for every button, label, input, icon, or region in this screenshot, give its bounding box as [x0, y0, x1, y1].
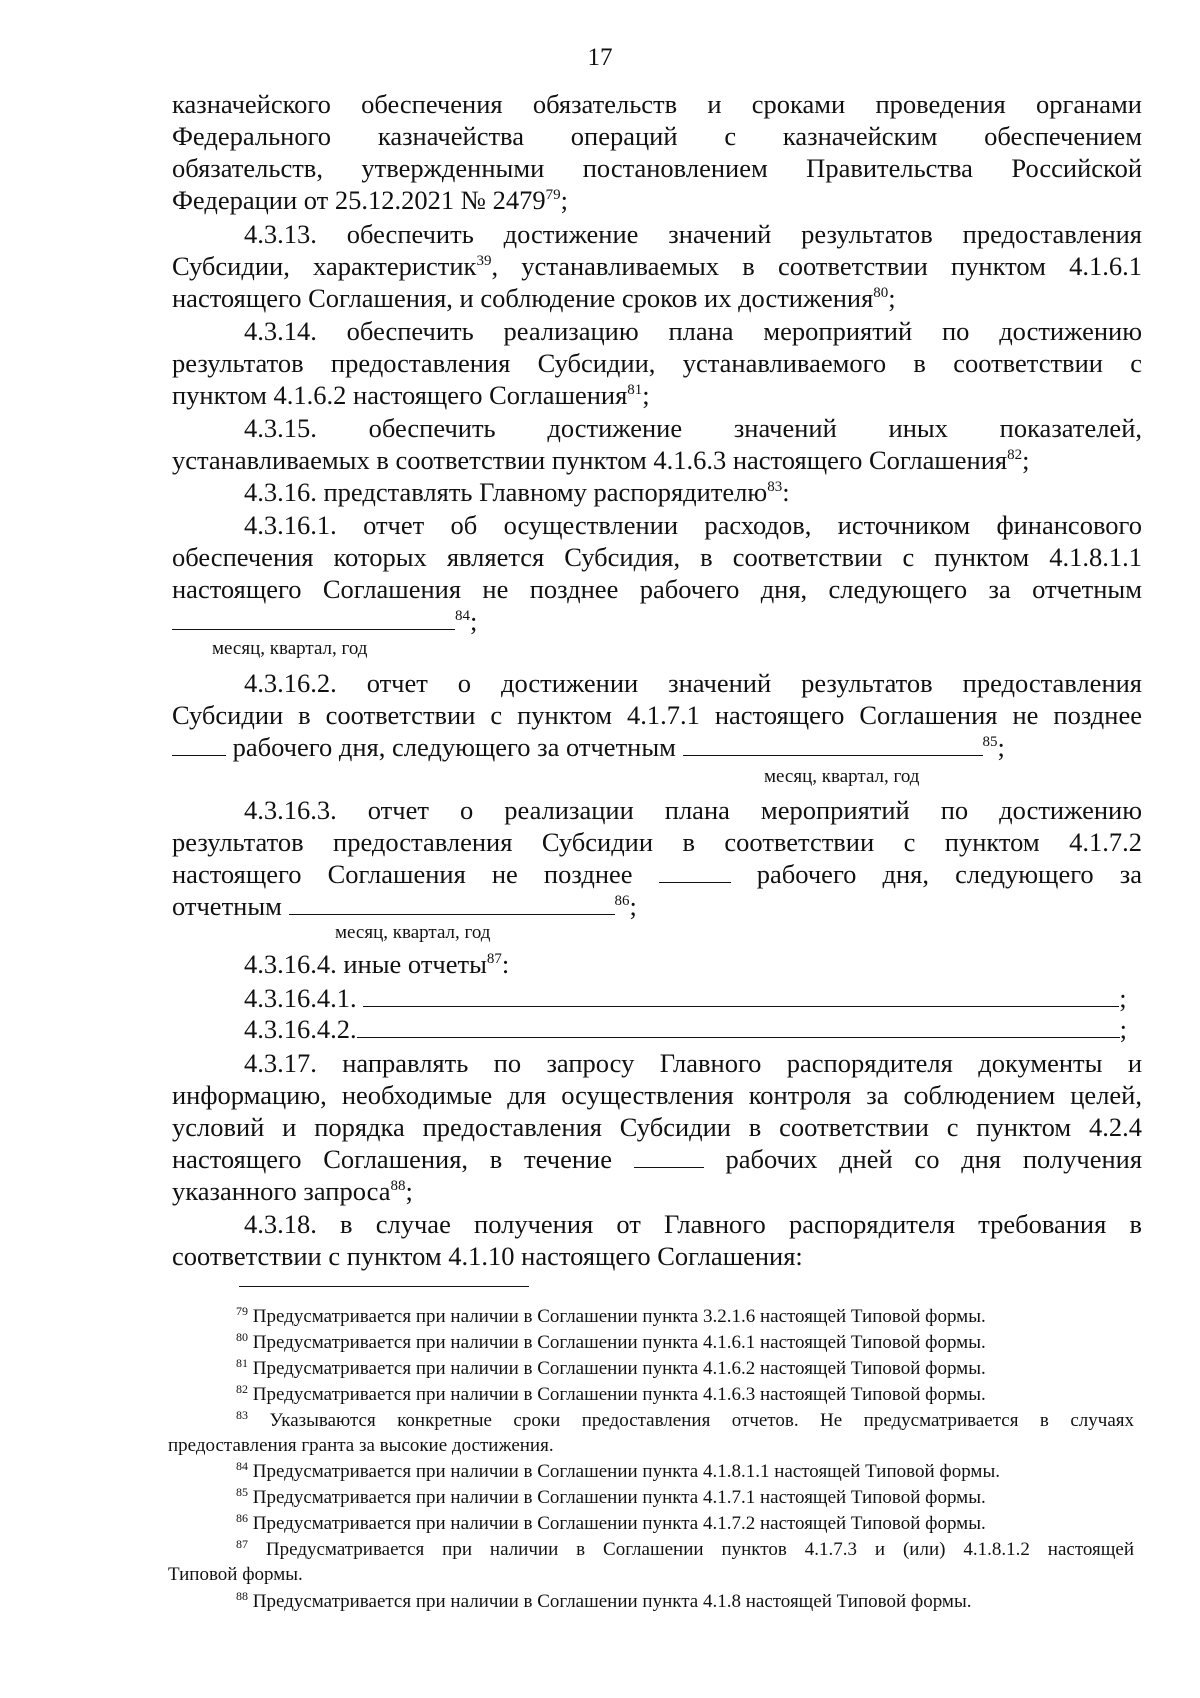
blank-field: [172, 607, 455, 630]
footnote-separator: [239, 1286, 529, 1287]
footnote-continuation: предоставления гранта за высокие достижения.: [168, 1435, 554, 1456]
clause-4-3-17: 4.3.17. направлять по запросу Главного распорядителя документы и: [244, 1048, 1142, 1078]
field-caption: месяц, квартал, год: [764, 766, 920, 787]
page-number: 17: [587, 44, 613, 71]
body-line: Субсидии в соответствии с пунктом 4.1.7.1 настоящего Соглашения не позднее: [172, 700, 1142, 730]
footnote-ref: 82: [1007, 447, 1023, 463]
body-line: Федерального казначейства операций с казначейским обеспечением: [172, 121, 1142, 151]
body-line: соответствии с пунктом 4.1.10 настоящего Соглашения:: [172, 1241, 803, 1271]
footnote-ref: 87: [486, 951, 502, 967]
body-line: настоящего Соглашения, в течение рабочих дней со дня получения: [172, 1144, 1143, 1174]
footnote-ref: 80: [873, 285, 889, 301]
footnote: $^{88}$ Предусматривается при наличии в Соглашении пункта 4.1.8 настоящей Типовой формы.: [236, 1589, 972, 1612]
blank-field: [683, 733, 983, 756]
footnote-ref: 86: [614, 893, 630, 909]
body-line: настоящего Соглашения не позднее рабочего дня, следующего за: [172, 859, 1143, 889]
footnote: $^{87}$ Предусматривается при наличии в Соглашении пунктов 4.1.7.3 и (или) 4.1.8.1.2 настоящей: [236, 1537, 1134, 1560]
footnote-ref: 83: [767, 479, 783, 495]
footnote: $^{80}$ Предусматривается при наличии в Соглашении пункта 4.1.6.1 настоящей Типовой формы.: [236, 1330, 986, 1353]
footnote-ref: 85: [982, 734, 998, 750]
body-line: отчетным $^{86}$;: [172, 891, 637, 921]
clause-4-3-16-1: 4.3.16.1. отчет об осуществлении расходов, источником финансового: [244, 510, 1142, 540]
body-line: указанного запроса$^{88}$;: [172, 1176, 413, 1206]
clause-4-3-16-3: 4.3.16.3. отчет о реализации плана мероприятий по достижению: [244, 795, 1142, 825]
body-line: результатов предоставления Субсидии в соответствии с пунктом 4.1.7.2: [172, 827, 1142, 857]
body-line: казначейского обеспечения обязательств и сроками проведения органами: [172, 89, 1142, 119]
body-line: Субсидии, характеристик$^{39}$, устанавливаемых в соответствии пунктом 4.1.6.1: [172, 251, 1142, 281]
footnote-ref: 88: [390, 1178, 406, 1194]
footnote-continuation: Типовой формы.: [168, 1564, 303, 1585]
footnote-ref: 81: [627, 382, 643, 398]
footnote: $^{82}$ Предусматривается при наличии в Соглашении пункта 4.1.6.3 настоящей Типовой формы.: [236, 1382, 986, 1405]
body-line: $^{84}$;: [172, 605, 1142, 637]
body-line: Федерации от 25.12.2021 № 2479$^{79}$;: [172, 185, 569, 215]
body-line: рабочего дня, следующего за отчетным $^{85}$;: [172, 731, 1142, 763]
clause-4-3-16-4-1: 4.3.16.4.1. ;: [244, 983, 1127, 1013]
footnote: $^{83}$ Указываются конкретные сроки предоставления отчетов. Не предусматривается в случаях: [236, 1408, 1134, 1431]
blank-field: [357, 1015, 1120, 1038]
footnote-ref: 79: [545, 187, 561, 203]
body-line: настоящего Соглашения не позднее рабочего дня, следующего за отчетным: [172, 574, 1142, 604]
blank-field: [363, 984, 1119, 1007]
field-caption: месяц, квартал, год: [212, 638, 368, 659]
footnote: $^{79}$ Предусматривается при наличии в Соглашении пункта 3.2.1.6 настоящей Типовой формы.: [236, 1304, 986, 1327]
body-line: условий и порядка предоставления Субсидии в соответствии с пунктом 4.2.4: [172, 1112, 1142, 1142]
body-line: результатов предоставления Субсидии, устанавливаемого в соответствии с: [172, 348, 1142, 378]
clause-4-3-13: 4.3.13. обеспечить достижение значений результатов предоставления: [244, 219, 1142, 249]
body-line: настоящего Соглашения, и соблюдение сроков их достижения$^{80}$;: [172, 283, 896, 313]
blank-field: [634, 1145, 704, 1168]
blank-field: [172, 733, 226, 756]
body-line: устанавливаемых в соответствии пунктом 4.1.6.3 настоящего Соглашения$^{82}$;: [172, 445, 1030, 475]
footnote: $^{84}$ Предусматривается при наличии в Соглашении пункта 4.1.8.1.1 настоящей Типовой формы.: [236, 1459, 1000, 1482]
clause-4-3-16-4: 4.3.16.4. иные отчеты$^{87}$:: [244, 949, 510, 979]
clause-4-3-16-4-2: 4.3.16.4.2. ;: [244, 1014, 1127, 1044]
footnote-ref: 84: [455, 608, 470, 624]
clause-4-3-15: 4.3.15. обеспечить достижение значений иных показателей,: [244, 413, 1142, 443]
body-line: пунктом 4.1.6.2 настоящего Соглашения$^{81}$;: [172, 380, 650, 410]
field-caption: месяц, квартал, год: [335, 922, 491, 943]
body-line: обеспечения которых является Субсидия, в соответствии с пунктом 4.1.8.1.1: [172, 542, 1142, 572]
clause-4-3-16: 4.3.16. представлять Главному распорядителю$^{83}$:: [244, 477, 790, 507]
footnote-ref: 39: [476, 253, 492, 269]
body-line: обязательств, утвержденными постановлением Правительства Российской: [172, 153, 1142, 183]
clause-4-3-16-2: 4.3.16.2. отчет о достижении значений результатов предоставления: [244, 668, 1142, 698]
blank-field: [289, 892, 615, 915]
footnote: $^{81}$ Предусматривается при наличии в Соглашении пункта 4.1.6.2 настоящей Типовой формы.: [236, 1356, 986, 1379]
clause-4-3-14: 4.3.14. обеспечить реализацию плана мероприятий по достижению: [244, 316, 1142, 346]
clause-4-3-18: 4.3.18. в случае получения от Главного распорядителя требования в: [244, 1209, 1142, 1239]
body-line: информацию, необходимые для осуществления контроля за соблюдением целей,: [172, 1080, 1142, 1110]
footnote: $^{85}$ Предусматривается при наличии в Соглашении пункта 4.1.7.1 настоящей Типовой формы.: [236, 1485, 986, 1508]
blank-field: [659, 860, 731, 883]
footnote: $^{86}$ Предусматривается при наличии в Соглашении пункта 4.1.7.2 настоящей Типовой формы.: [236, 1511, 986, 1534]
